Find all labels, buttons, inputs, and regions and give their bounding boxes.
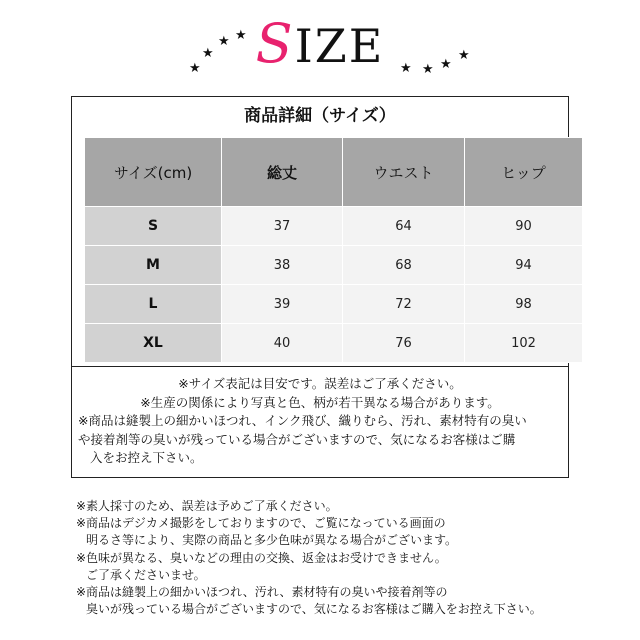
waist-cell: 72 [343, 285, 465, 324]
table-row [85, 246, 583, 285]
hip-cell: 94 [465, 246, 583, 285]
note-line: ※商品は縫製上の細かいほつれ、汚れ、素材特有の臭いや接着剤等の [76, 585, 448, 600]
star-icon: ★ [189, 61, 201, 76]
size-table [84, 137, 583, 363]
note-line: ご了承くださいませ。 [86, 567, 206, 582]
notice-line: ※商品は縫製上の細かいほつれ、インク飛び、織りむら、汚れ、素材特有の臭い [78, 413, 527, 428]
header [0, 0, 640, 90]
star-icon: ★ [400, 61, 412, 76]
column-header-size: サイズ(cm) [85, 138, 222, 207]
hip-cell: 98 [465, 285, 583, 324]
length-cell: 38 [222, 246, 343, 285]
note-line: ※商品はデジカメ撮影をしておりますので、ご覧になっている画面の [76, 516, 446, 531]
waist-cell: 64 [343, 207, 465, 246]
note-line: 臭いが残っている場合がございますので、気になるお客様はご購入をお控え下さい。 [86, 602, 542, 617]
size-label: L [85, 285, 222, 324]
waist-cell: 76 [343, 324, 465, 363]
note-line: 明るさ等により、実際の商品と多少色味が異なる場合がございます。 [86, 533, 458, 548]
page-title [0, 14, 640, 76]
star-icon: ★ [440, 57, 452, 72]
star-icon: ★ [458, 48, 470, 63]
table-header-row [85, 138, 583, 207]
star-icon: ★ [202, 46, 214, 61]
star-icon: ★ [218, 34, 230, 49]
notice-line: や接着剤等の臭いが残っている場合がございますので、気になるお客様はご購 [78, 431, 516, 447]
table-title: 商品詳細（サイズ） [244, 106, 396, 126]
hip-cell: 90 [465, 207, 583, 246]
note-line: ※色味が異なる、臭いなどの理由の交換、返金はお受けできません。 [76, 550, 447, 565]
star-icon: ★ [422, 62, 434, 77]
notice-line: ※サイズ表記は目安です。誤差はご了承ください。 [178, 376, 462, 391]
column-header-hip: ヒップ [465, 138, 583, 207]
note-line: ※素人採寸のため、誤差は予めご了承ください。 [76, 499, 338, 513]
page-title-rest: IZE [294, 19, 385, 73]
column-header-waist: ウエスト [343, 138, 465, 207]
size-label: S [85, 207, 222, 246]
table-row [85, 285, 583, 324]
length-cell: 37 [222, 207, 343, 246]
notice-line: ※生産の関係により写真と色、柄が若干異なる場合があります。 [140, 394, 500, 410]
waist-cell: 68 [343, 246, 465, 285]
notice-line: 入をお控え下さい。 [90, 450, 203, 465]
size-label: M [85, 246, 222, 285]
notes-section [76, 498, 576, 618]
length-cell: 40 [222, 324, 343, 363]
column-header-length: 総丈 [222, 138, 343, 207]
size-label: XL [85, 324, 222, 363]
size-table-panel [71, 96, 569, 370]
page-title-initial: S [255, 12, 295, 75]
length-cell: 39 [222, 285, 343, 324]
table-row [85, 207, 583, 246]
star-icon: ★ [235, 28, 247, 43]
notice-box [71, 366, 569, 478]
hip-cell: 102 [465, 324, 583, 363]
table-row [85, 324, 583, 363]
